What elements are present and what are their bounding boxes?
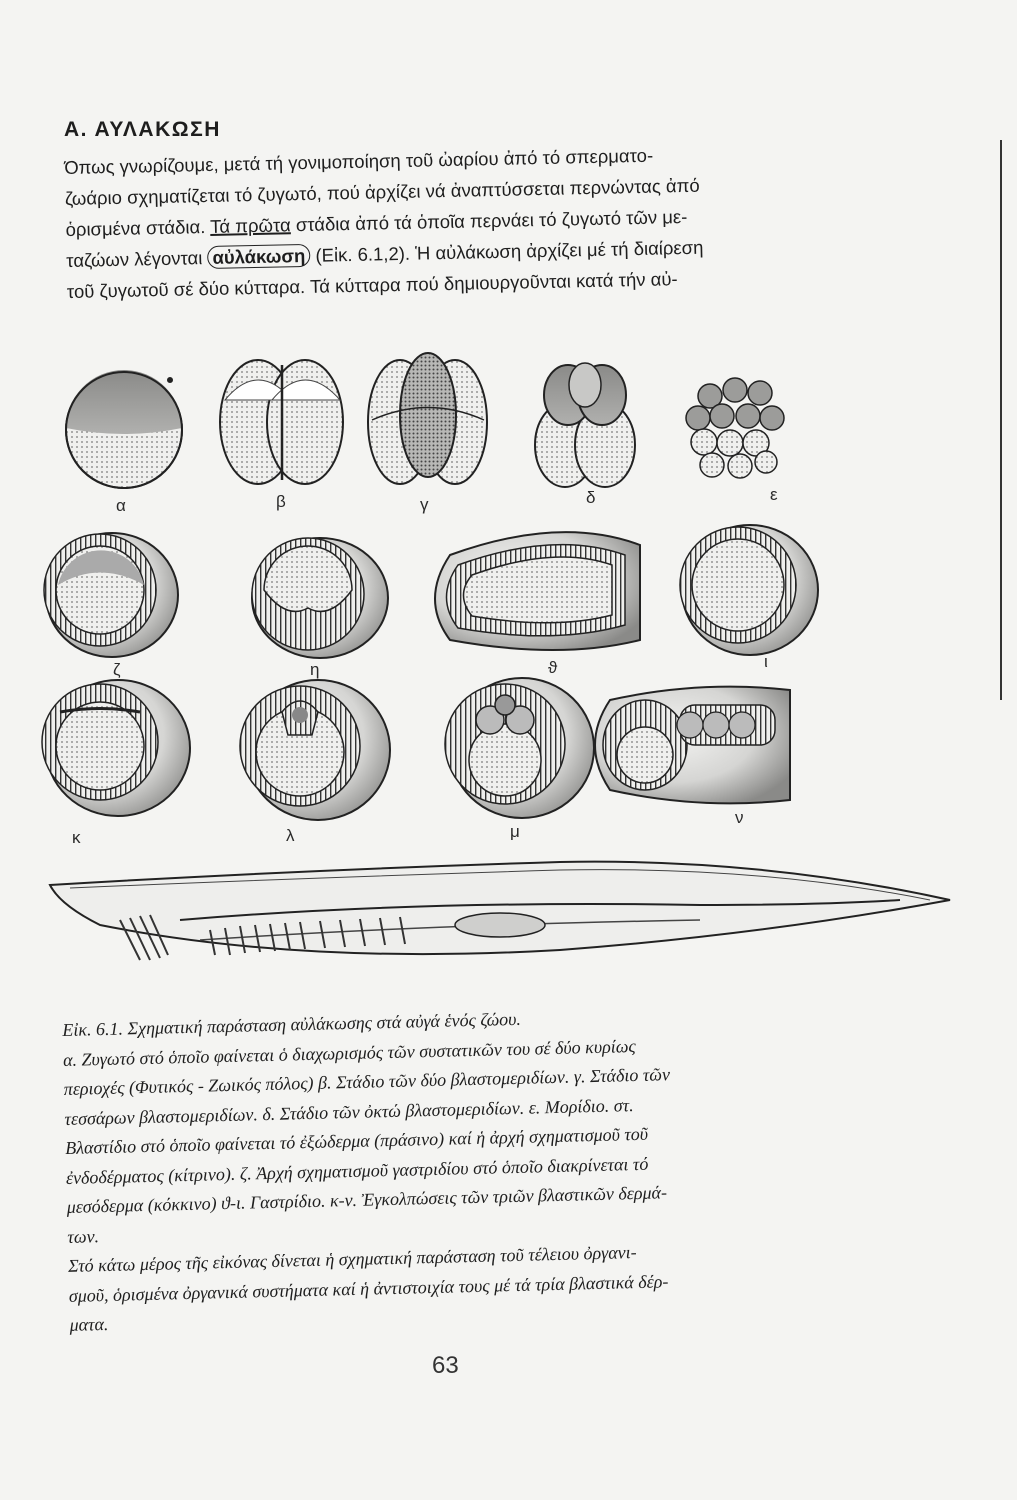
stage-h-early-gastrula: [252, 538, 388, 658]
caption-line: τεσσάρων βλαστομεριδίων. δ. Στάδιο τῶν ὀκτώ βλαστομεριδίων. ε. Μορίδιο. στ.: [64, 1094, 634, 1129]
paragraph-text: ταζώων λέγονται: [66, 247, 208, 271]
paragraph-line: ζωάριο σχηματίζεται τό ζυγωτό, πού ἀρχίζει νά ἀναπτύσσεται περνώντας ἀπό: [64, 174, 700, 209]
stage-th-gastrula: [435, 532, 640, 650]
paragraph-line: Όπως γνωρίζουμε, μετά τή γονιμοποίηση τοῦ ὠαρίου ἀπό τό σπερματο-: [64, 144, 654, 178]
adult-organism: [50, 862, 950, 960]
section-heading: Α. ΑΥΛΑΚΩΣΗ: [64, 118, 221, 141]
paragraph-text: (Εἰκ. 6.1,2). Ἡ αὐλάκωση ἀρχίζει μέ τή διαίρεση: [310, 236, 704, 266]
label-g: γ: [420, 495, 429, 514]
stage-i-gastrula: [680, 525, 818, 655]
stage-g-four-cells: [368, 353, 487, 484]
caption-line: ἐνδοδέρματος (κίτρινο). ζ. Ἀρχή σχηματισμοῦ γαστριδίου στό ὁποῖο διακρίνεται τό: [65, 1153, 649, 1188]
label-n: ν: [735, 808, 744, 827]
page-number: 63: [432, 1352, 459, 1379]
stage-k-neural-plate: [42, 680, 190, 816]
label-th: ϑ: [548, 658, 558, 677]
stage-z-blastula: [44, 533, 178, 657]
label-b: β: [276, 492, 286, 511]
caption-line: ματα.: [69, 1313, 109, 1335]
caption-line: Εἰκ. 6.1. Σχηματική παράσταση αὐλάκωσης στά αὐγά ἑνός ζώου.: [62, 1008, 522, 1040]
stage-m-neural-tube: [445, 678, 594, 818]
stage-a-zygote: [66, 370, 182, 488]
stage-e-morula: [686, 378, 784, 478]
paragraph-text: στάδια ἀπό τά ὁποῖα περνάει τό ζυγωτό τῶν με-: [290, 205, 688, 236]
underlined-text: Τά πρῶτα: [209, 214, 291, 237]
label-k: κ: [72, 828, 81, 847]
label-h: η: [310, 660, 320, 679]
figure-caption: [62, 996, 870, 1340]
label-i: ι: [764, 652, 768, 671]
label-e: ε: [770, 485, 778, 504]
stage-b-two-cells: [220, 360, 343, 484]
stage-n-tailbud: [595, 687, 790, 804]
caption-line: σμοῦ, ὁρισμένα ὀργανικά συστήματα καί ἡ ἀντιστοιχία τους μέ τά τρία βλαστικά δέρ-: [68, 1270, 669, 1306]
caption-line: Βλαστίδιο στό ὁποῖο φαίνεται τό ἐξώδερμα (πράσινο) καί ἡ ἀρχή σχηματισμοῦ τοῦ: [64, 1123, 649, 1158]
paragraph-line: τοῦ ζυγωτοῦ σέ δύο κύτταρα. Τά κύτταρα πού δημιουργοῦνται κατά τήν αὐ-: [66, 268, 678, 302]
label-a: α: [116, 496, 126, 515]
stage-l-neural-groove: [240, 680, 390, 820]
caption-line: περιοχές (Φυτικός - Ζωικός πόλος) β. Στάδιο τῶν δύο βλαστομεριδίων. γ. Στάδιο τῶν: [63, 1064, 671, 1099]
label-z: ζ: [113, 660, 121, 679]
circled-term: αὐλάκωση: [207, 244, 310, 269]
label-d: δ: [586, 488, 596, 507]
stage-d-eight-cells: [535, 363, 635, 487]
label-l: λ: [286, 826, 295, 845]
paragraph-text: ὁρισμένα στάδια.: [65, 215, 211, 240]
label-m: μ: [510, 822, 520, 841]
caption-line: α. Ζυγωτό στό ὁποῖο φαίνεται ὁ διαχωρισμός τῶν συστατικῶν του σέ δύο κυρίως: [62, 1035, 636, 1070]
caption-line: μεσόδερμα (κόκκινο) ϑ-ι. Γαστρίδιο. κ-ν. Ἐγκολπώσεις τῶν τριῶν βλαστικῶν δερμά-: [66, 1182, 668, 1217]
caption-line: των.: [67, 1225, 100, 1247]
caption-line: Στό κάτω μέρος τῆς εἰκόνας δίνεται ἡ σχηματική παράσταση τοῦ τέλειου ὀργανι-: [67, 1242, 637, 1276]
